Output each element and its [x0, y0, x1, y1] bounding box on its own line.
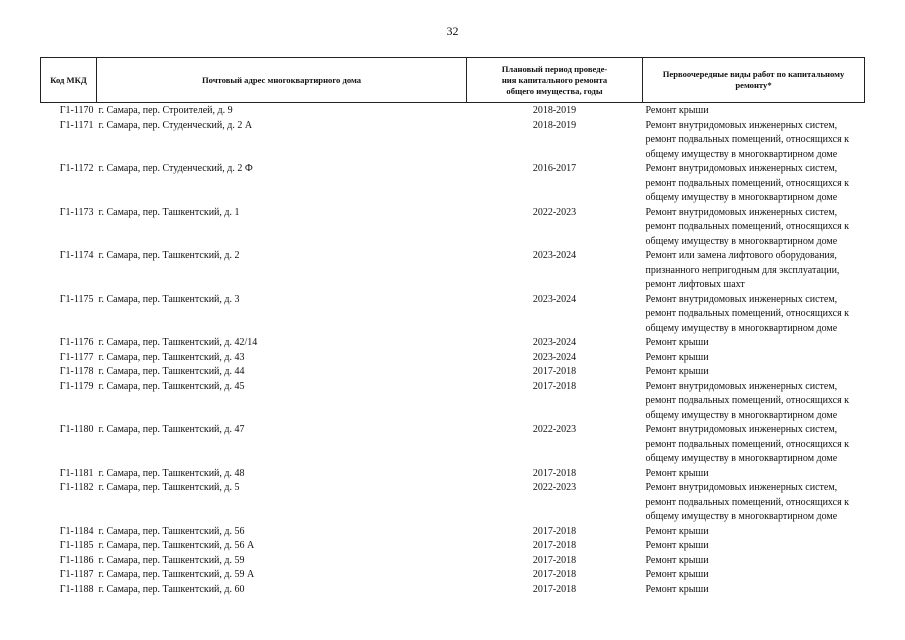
row-works	[643, 568, 865, 583]
row-code: Г1-1177	[59, 351, 94, 363]
row-works	[643, 336, 865, 351]
row-period: 2022-2023	[532, 206, 577, 218]
row-works-line: Ремонт крыши	[645, 467, 709, 479]
row-works	[643, 380, 865, 424]
row-works-line: ремонт подвальных помещений, относящихся к	[645, 177, 850, 189]
row-works	[643, 206, 865, 250]
table-row	[41, 336, 865, 351]
table-row	[41, 365, 865, 380]
row-works-line: общему имуществу в многоквартирном доме	[645, 192, 838, 203]
row-address: г. Самара, пер. Ташкентский, д. 60	[98, 583, 245, 595]
row-period: 2017-2018	[532, 380, 577, 392]
row-period: 2023-2024	[532, 250, 577, 261]
row-code: Г1-1171	[59, 119, 94, 131]
row-works-line: общему имуществу в многоквартирном доме	[645, 322, 838, 334]
row-works	[643, 525, 865, 540]
row-address: г. Самара, пер. Ташкентский, д. 56 А	[98, 540, 255, 551]
row-code: Г1-1170	[59, 105, 94, 116]
row-works-line: Ремонт внутридомовых инженерных систем,	[645, 380, 838, 392]
table-row	[41, 293, 865, 337]
row-code: Г1-1172	[59, 163, 94, 174]
table-row	[41, 162, 865, 206]
row-works	[643, 293, 865, 337]
row-works-line: Ремонт крыши	[645, 105, 709, 116]
header-works-line: Первоочередные виды работ по капитальному	[662, 69, 845, 79]
row-code: Г1-1178	[59, 366, 94, 377]
row-period: 2017-2018	[532, 366, 577, 377]
row-period: 2022-2023	[532, 424, 577, 435]
table-row	[41, 525, 865, 540]
row-address: г. Самара, пер. Ташкентский, д. 45	[98, 380, 245, 392]
row-works	[643, 554, 865, 569]
header-period-line: общего имущества, годы	[506, 85, 603, 96]
row-works-line: ремонт подвальных помещений, относящихся к	[645, 438, 850, 450]
row-period: 2016-2017	[532, 163, 577, 174]
row-works	[643, 103, 865, 119]
row-period: 2017-2018	[532, 525, 577, 537]
row-code: Г1-1182	[59, 482, 94, 493]
header-period-line: Плановый период проведе-	[501, 63, 608, 74]
table-row	[41, 583, 865, 598]
table-row	[41, 481, 865, 525]
table-row	[41, 119, 865, 163]
row-works-line: Ремонт крыши	[645, 525, 709, 537]
row-address: г. Самара, пер. Ташкентский, д. 56	[98, 525, 245, 537]
table-row	[41, 539, 865, 554]
row-works-line: Ремонт крыши	[645, 366, 709, 377]
row-address: г. Самара, пер. Ташкентский, д. 3	[98, 293, 240, 305]
row-works-line: общему имуществу в многоквартирном доме	[645, 511, 838, 522]
row-works-line: общему имуществу в многоквартирном доме	[645, 453, 838, 464]
row-works	[643, 249, 865, 293]
row-address: г. Самара, пер. Ташкентский, д. 59	[98, 554, 245, 566]
row-address: г. Самара, пер. Ташкентский, д. 44	[98, 366, 245, 377]
row-works	[643, 539, 865, 554]
row-period: 2023-2024	[532, 351, 577, 363]
row-works-line: ремонт подвальных помещений, относящихся к	[645, 134, 850, 145]
row-code: Г1-1185	[59, 540, 94, 551]
table-row	[41, 249, 865, 293]
header-works	[643, 58, 865, 103]
table-row	[41, 380, 865, 424]
page-number: 32	[446, 24, 459, 38]
row-period: 2017-2018	[532, 569, 577, 580]
row-works-line: общему имуществу в многоквартирном доме	[645, 409, 838, 421]
table-row	[41, 423, 865, 467]
row-code: Г1-1184	[59, 525, 94, 537]
row-code: Г1-1179	[59, 380, 94, 392]
row-period: 2023-2024	[532, 293, 577, 305]
header-code: Код МКД	[41, 58, 97, 103]
row-period: 2017-2018	[532, 467, 577, 479]
row-works-line: Ремонт крыши	[645, 337, 709, 348]
row-works-line: Ремонт крыши	[645, 583, 709, 595]
row-address: г. Самара, пер. Ташкентский, д. 48	[98, 467, 245, 479]
row-code: Г1-1173	[59, 206, 94, 218]
table-row	[41, 568, 865, 583]
row-address: г. Самара, пер. Ташкентский, д. 5	[98, 482, 240, 493]
table-body	[41, 103, 865, 598]
row-address: г. Самара, пер. Ташкентский, д. 47	[98, 424, 245, 435]
row-address: г. Самара, пер. Ташкентский, д. 43	[98, 351, 245, 363]
table-row	[41, 554, 865, 569]
header-period	[467, 58, 643, 103]
row-works-line: признанного непригодным для эксплуатации,	[645, 264, 840, 276]
row-code: Г1-1187	[59, 569, 94, 580]
table-row	[41, 103, 865, 119]
table-header-row	[41, 58, 865, 103]
table-row	[41, 351, 865, 366]
row-code: Г1-1181	[59, 467, 94, 479]
row-works	[643, 351, 865, 366]
row-works-line: Ремонт внутридомовых инженерных систем,	[645, 424, 838, 435]
header-address: Почтовый адрес многоквартирного дома	[97, 58, 467, 103]
row-works-line: Ремонт крыши	[645, 351, 709, 363]
row-works-line: общему имуществу в многоквартирном доме	[645, 148, 838, 160]
row-address: г. Самара, пер. Ташкентский, д. 2	[98, 250, 240, 261]
table-row	[41, 467, 865, 482]
row-code: Г1-1176	[59, 337, 94, 348]
row-works	[643, 467, 865, 482]
row-period: 2018-2019	[532, 105, 577, 116]
row-works	[643, 119, 865, 163]
row-works-line: Ремонт крыши	[645, 569, 709, 580]
row-address: г. Самара, пер. Студенческий, д. 2 А	[98, 119, 253, 131]
row-address: г. Самара, пер. Ташкентский, д. 42/14	[98, 337, 258, 348]
row-works-line: Ремонт или замена лифтового оборудования,	[645, 250, 837, 261]
row-address: г. Самара, пер. Ташкентский, д. 59 А	[98, 569, 255, 580]
row-works-line: ремонт подвальных помещений, относящихся к	[645, 221, 850, 232]
row-works-line: Ремонт внутридомовых инженерных систем,	[645, 163, 838, 174]
row-address: г. Самара, пер. Студенческий, д. 2 Ф	[98, 163, 253, 174]
row-works-line: ремонт подвальных помещений, относящихся к	[645, 496, 850, 508]
row-code: Г1-1188	[59, 583, 94, 595]
row-works-line: Ремонт крыши	[645, 554, 709, 566]
row-works-line: Ремонт крыши	[645, 540, 709, 551]
row-address: г. Самара, пер. Строителей, д. 9	[98, 105, 233, 116]
row-period: 2022-2023	[532, 482, 577, 493]
header-works-line: ремонту*	[735, 80, 772, 90]
row-works-line: ремонт подвальных помещений, относящихся к	[645, 308, 850, 319]
row-works-line: ремонт подвальных помещений, относящихся к	[645, 395, 850, 406]
row-code: Г1-1180	[59, 424, 94, 435]
row-code: Г1-1186	[59, 554, 94, 566]
row-works	[643, 583, 865, 598]
row-works-line: Ремонт внутридомовых инженерных систем,	[645, 119, 838, 131]
row-works	[643, 481, 865, 525]
row-address: г. Самара, пер. Ташкентский, д. 1	[98, 206, 240, 218]
row-works	[643, 365, 865, 380]
header-period-line: ния капитального ремонта	[501, 74, 608, 85]
row-works-line: общему имуществу в многоквартирном доме	[645, 235, 838, 247]
row-works	[643, 423, 865, 467]
row-period: 2018-2019	[532, 119, 577, 131]
row-works-line: ремонт лифтовых шахт	[645, 279, 745, 290]
table-row	[41, 206, 865, 250]
row-works-line: Ремонт внутридомовых инженерных систем,	[645, 293, 838, 305]
row-period: 2017-2018	[532, 540, 577, 551]
row-works-line: Ремонт внутридомовых инженерных систем,	[645, 206, 838, 218]
row-code: Г1-1174	[59, 250, 94, 261]
capital-repair-table	[40, 57, 865, 597]
row-period: 2017-2018	[532, 554, 577, 566]
row-period: 2017-2018	[532, 583, 577, 595]
row-works-line: Ремонт внутридомовых инженерных систем,	[645, 482, 838, 493]
row-works	[643, 162, 865, 206]
row-period: 2023-2024	[532, 337, 577, 348]
row-code: Г1-1175	[59, 293, 94, 305]
